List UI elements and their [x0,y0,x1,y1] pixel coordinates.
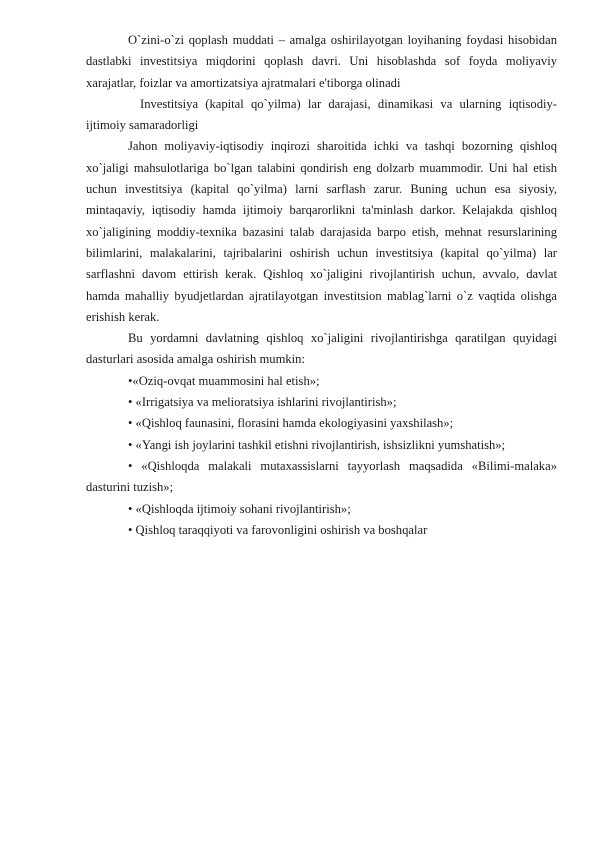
list-item: • «Qishloqda ijtimoiy sohani rivojlantirish»; [128,501,351,516]
list-item: • «Irrigatsiya va melioratsiya ishlarini rivojlantirish»; [128,395,397,410]
section-heading-investment-efficiency: Investitsiya (kapital qo`yilma) lar darajasi, dinamikasi va ularning iqtisodiy-ijtimoiy samaradorligi [86,96,557,133]
document-body [86,30,557,541]
list-item: • Qishloq taraqqiyoti va farovonligini oshirish va boshqalar [128,522,428,537]
list-item: • «Qishloqda malakali mutaxassislarni tayyorlash maqsadida «Bilimi-malaka» dasturini tuzish»; [86,458,557,495]
paragraph-payback-period: O`zini-o`zi qoplash muddati – amalga oshirilayotgan loyihaning foydasi hisobidan dastlabki investitsiya miqdorini qoplash davri. Uni hisoblashda sof foyda moliyaviy xarajatlar, foizlar va amortizatsiya ajratmalari e'tiborga olinadi [86,33,557,90]
list-item: • «Qishloq faunasini, florasini hamda ekologiyasini yaxshilash»; [128,416,454,431]
list-item: • «Yangi ish joylarini tashkil etishni rivojlantirish, ishsizlikni yumshatish»; [128,437,506,452]
list-item: •«Oziq-ovqat muammosini hal etish»; [128,373,320,388]
paragraph-global-crisis: Jahon moliyaviy-iqtisodiy inqirozi sharoitida ichki va tashqi bozorning qishloq xo`jaligi mahsulotlariga bo`lgan talabini qondirish eng dolzarb muammodir. Uni hal etish uchun investitsiya (kapital qo`yilma) larni sarflash zarur. Buning uchun esa siyosiy, mintaqaviy, iqtisodiy hamda ijtimoiy barqarorlikni ta'minlash darkor. Kelajakda qishloq xo`jaligining moddiy-texnika bazasini talab darajasida barpo etish, mehnat resurslarining bilimlarini, malakalarini, tajribalarini oshirish uchun investitsiya (kapital qo`yilma) lar sarflashni davom ettirish kerak. Qishloq xo`jaligini rivojlantirish uchun, avvalo, davlat hamda mahalliy byudjetlardan ajratilayotgan investitsion mablag`larni o`z vaqtida olishga erishish kerak. [86,139,557,324]
paragraph-state-programs-intro: Bu yordamni davlatning qishloq xo`jaligini rivojlantirishga qaratilgan quyidagi dasturlari asosida amalga oshirish mumkin: [86,331,557,367]
